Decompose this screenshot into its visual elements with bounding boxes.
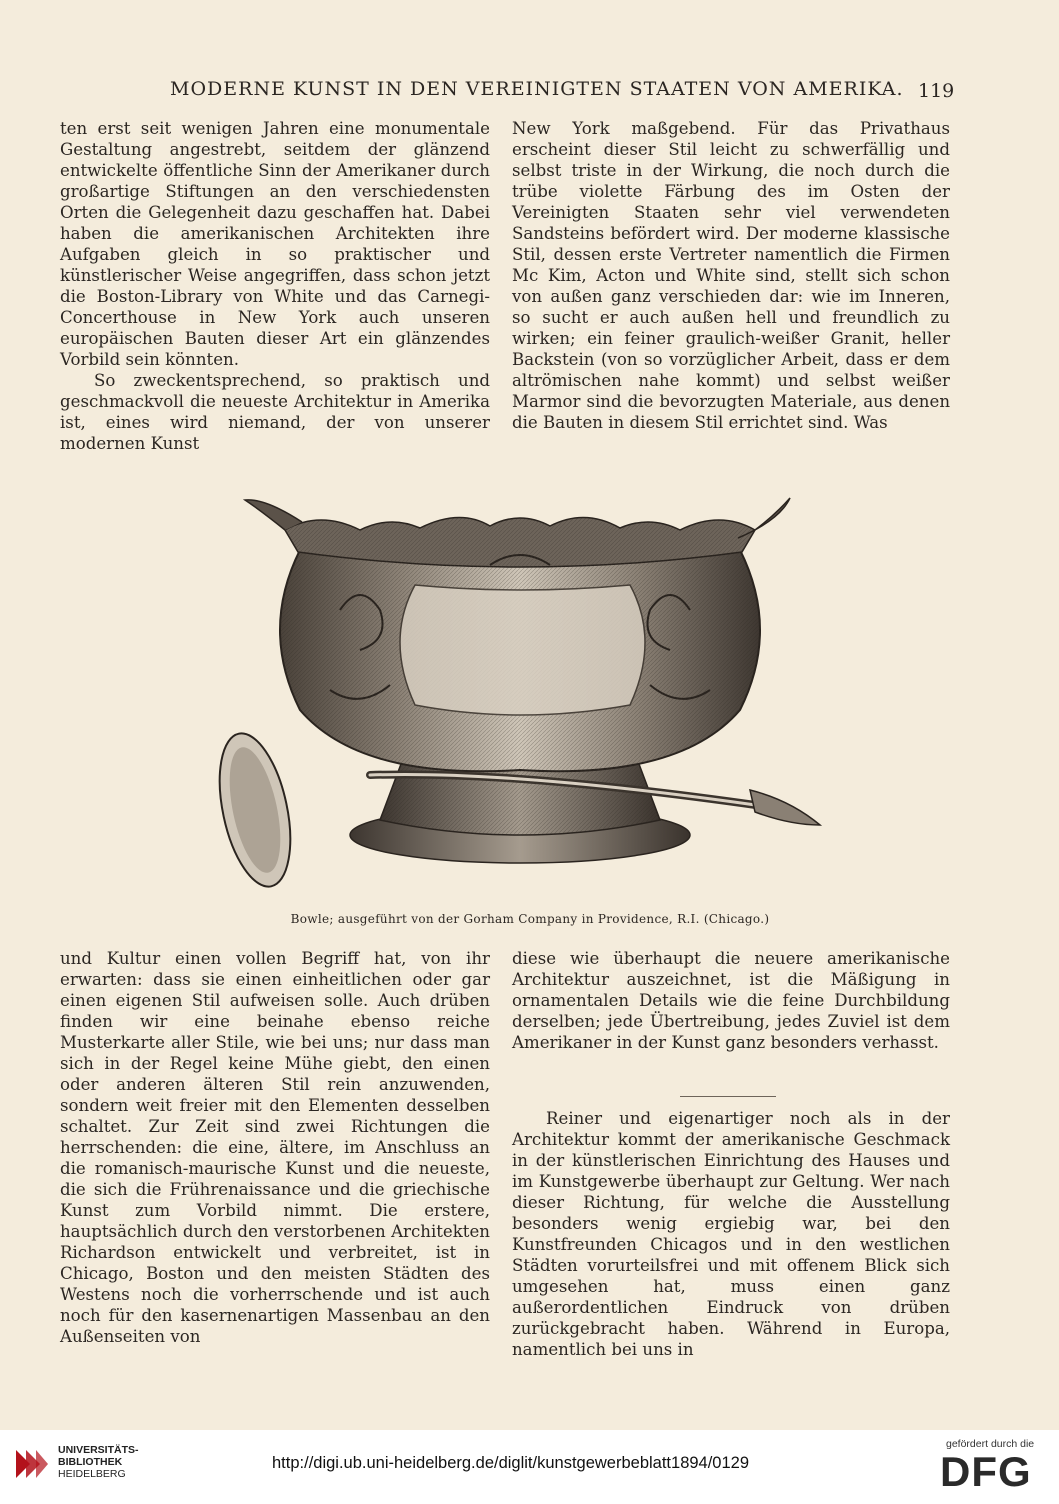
paragraph: New York maßgebend. Für das Privathaus erscheint dieser Stil leicht zu schwerfällig und selbst triste in der Wirkung, die noch durch die trübe violette Färbung des im Osten der Vereinigten Staaten sehr viel verwendeten Sandsteins befördert wird. Der moderne klassische Stil, dessen erste Vertreter namentlich die Firmen Mc Kim, Acton und White sind, stellt sich schon von außen ganz verschieden dar: wie im Inneren, so sucht er auch außen hell und freundlich zu wirken; ein feiner graulich-weißer Granit, heller Backstein (von so vorzüglicher Arbeit, dass er dem altrömischen nahe kommt) und selbst weißer Marmor sind die bevorzugten Materiale, aus denen die Bauten in diesem Stil errichtet sind. Was bbox=[512, 119, 950, 432]
library-line: BIBLIOTHEK bbox=[58, 1456, 123, 1468]
paragraph: So zweckentsprechend, so praktisch und geschmackvoll die neueste Architektur in Amerika ist, eines wird niemand, der von unserer modernen Kunst bbox=[60, 371, 490, 453]
running-title: MODERNE KUNST IN DEN VEREINIGTEN STAATEN VON AMERIKA. bbox=[170, 78, 904, 100]
paragraph: diese wie überhaupt die neuere amerikanische Architektur auszeichnet, ist die Mäßigung in ornamentalen Details wie die feine Durchbildung derselben; jede Übertreibung, jedes Zuviel ist dem Amerikaner in der Kunst ganz besonders verhasst. bbox=[512, 949, 950, 1052]
left-column-bottom bbox=[60, 948, 490, 1347]
paragraph: ten erst seit wenigen Jahren eine monumentale Gestaltung angestrebt, seitdem der glänzend entwickelte öffentliche Sinn der Amerikaner durch großartige Stiftungen an den verschiedensten Orten die Gelegenheit dazu geschaffen hat. Dabei haben die amerikanischen Architekten ihre Aufgaben gleich in so praktischer und künstlerischer Weise angegriffen, dass schon jetzt die Boston-Library von White und das Carnegi-Concerthouse in New York auch unseren europäischen Bauten dieser Art ein glänzendes Vorbild sein könnten. bbox=[60, 119, 490, 369]
paragraph: und Kultur einen vollen Begriff hat, von ihr erwarten: dass sie einen einheitlichen oder gar einen eigenen Stil aufweisen solle. Auch drüben finden wir eine beinahe ebenso reiche Musterkarte aller Stile, wie bei uns; nur dass man sich in der Regel keine Mühe giebt, den einen oder anderen älteren Stil rein anzuwenden, sondern weit freier mit den Elementen desselben schaltet. Zur Zeit sind zwei Richtungen die herrschenden: die eine, ältere, im Anschluss an die romanisch-maurische Kunst und die neueste, die sich die Frührenaissance und die griechische Kunst zum Vorbild nimmt. Die erstere, hauptsächlich durch den verstorbenen Architekten Richardson entwickelt und verbreitet, ist in Chicago, Boston und den meisten Städten des Westens noch die vorherrschende und ist auch noch für den kasernenartigen Massenbau an den Außenseiten von bbox=[60, 949, 490, 1346]
right-column-bottom bbox=[512, 948, 950, 1360]
library-logo-icon bbox=[14, 1446, 50, 1482]
punch-bowl-illustration bbox=[190, 490, 830, 900]
digitization-footer bbox=[0, 1430, 1059, 1504]
figure-caption: Bowle; ausgeführt von der Gorham Company in Providence, R.I. (Chicago.) bbox=[290, 912, 770, 926]
paragraph: Reiner und eigenartiger noch als in der Architektur kommt der amerikanische Geschmack in der künstlerischen Einrichtung des Hauses und im Kunstgewerbe überhaupt zur Geltung. Wer nach dieser Richtung, für welche die Ausstellung besonders wenig ergiebig war, bei den Kunstfreunden Chicagos und in den westlichen Städten vorurteilsfrei und mit offenem Blick sich umgesehen hat, muss einen ganz außerordentlichen Eindruck von drüben zurückgebracht haben. Während in Europa, namentlich bei uns in bbox=[512, 1109, 950, 1359]
section-separator bbox=[680, 1096, 776, 1097]
dfg-logo: DFG bbox=[940, 1448, 1032, 1495]
permalink-url[interactable]: http://digi.ub.uni-heidelberg.de/diglit/kunstgewerbeblatt1894/0129 bbox=[272, 1454, 750, 1472]
library-name bbox=[58, 1444, 139, 1480]
funded-by-label: gefördert durch die bbox=[946, 1438, 1035, 1450]
page-number: 119 bbox=[918, 80, 955, 102]
right-column-top bbox=[512, 118, 950, 433]
library-line: UNIVERSITÄTS- bbox=[58, 1444, 139, 1456]
left-column-top bbox=[60, 118, 490, 454]
library-line: HEIDELBERG bbox=[58, 1468, 126, 1480]
